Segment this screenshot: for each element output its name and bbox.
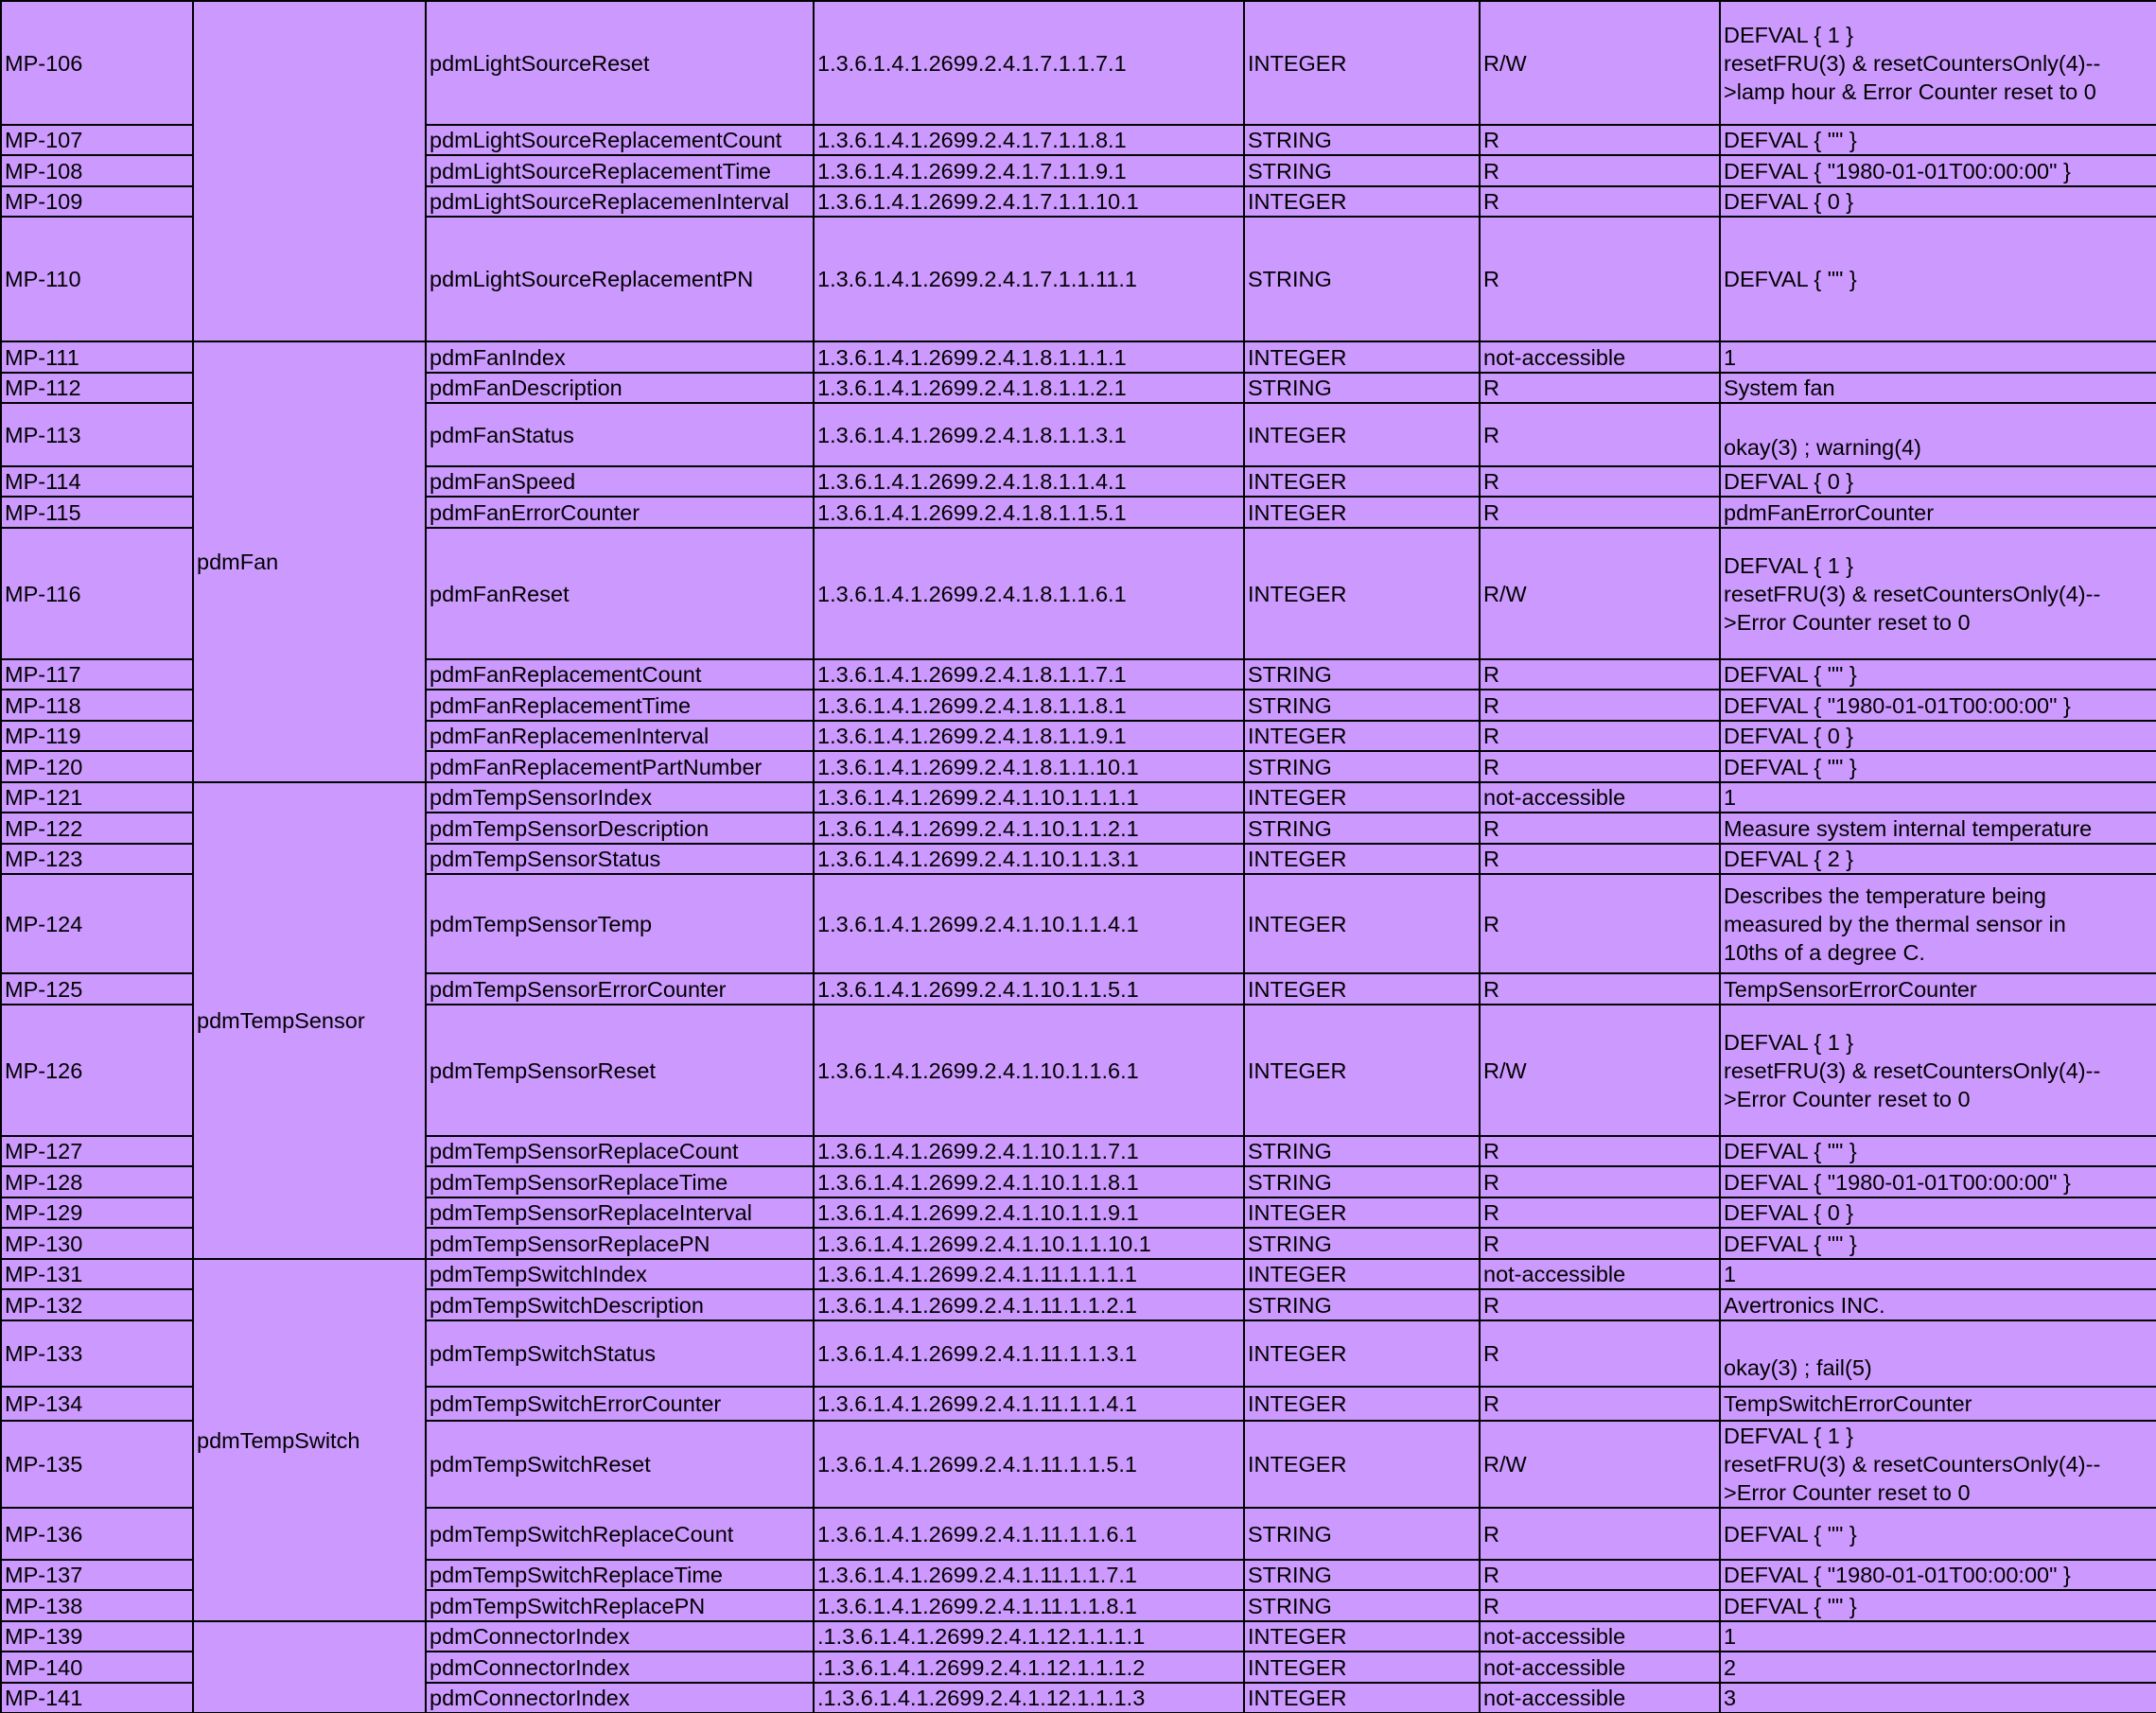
cell-access[interactable]: not-accessible — [1480, 341, 1720, 373]
description-line: okay(3) ; warning(4) — [1724, 435, 1921, 460]
description-line: DEFVAL { "1980-01-01T00:00:00" } — [1724, 1563, 2071, 1587]
description-line: >lamp hour & Error Counter reset to 0 — [1724, 79, 2096, 104]
description-line: DEFVAL { 1 } — [1724, 1424, 1854, 1448]
cell-description[interactable] — [1720, 125, 2156, 155]
description-line: DEFVAL { 2 } — [1724, 847, 1854, 871]
cell-item-id[interactable]: MP-129 — [1, 1197, 193, 1228]
cell-item-id[interactable]: MP-134 — [1, 1387, 193, 1421]
cell-description[interactable] — [1720, 373, 2156, 403]
cell-access[interactable]: R — [1480, 1166, 1720, 1197]
cell-object-name[interactable]: pdmLightSourceReplacemenInterval — [426, 186, 814, 217]
cell-object-name[interactable]: pdmFanDescription — [426, 373, 814, 403]
description-line: >Error Counter reset to 0 — [1724, 1480, 1971, 1505]
cell-object-name[interactable]: pdmTempSensorReplaceCount — [426, 1136, 814, 1166]
cell-description[interactable] — [1720, 1289, 2156, 1320]
cell-oid[interactable]: 1.3.6.1.4.1.2699.2.4.1.11.1.1.6.1 — [814, 1508, 1244, 1560]
cell-object-name[interactable]: pdmTempSensorIndex — [426, 782, 814, 813]
cell-type[interactable]: STRING — [1244, 1289, 1480, 1320]
cell-oid[interactable]: 1.3.6.1.4.1.2699.2.4.1.10.1.1.10.1 — [814, 1228, 1244, 1259]
description-line: okay(3) ; fail(5) — [1724, 1355, 1872, 1380]
cell-description[interactable] — [1720, 1621, 2156, 1652]
cell-item-id[interactable]: MP-117 — [1, 659, 193, 690]
description-line: 10ths of a degree C. — [1724, 939, 1925, 965]
cell-oid[interactable]: 1.3.6.1.4.1.2699.2.4.1.10.1.1.9.1 — [814, 1197, 1244, 1228]
cell-type[interactable]: INTEGER — [1244, 341, 1480, 373]
description-line: resetFRU(3) & resetCountersOnly(4)-- — [1724, 581, 2101, 606]
cell-description[interactable] — [1720, 659, 2156, 690]
cell-oid[interactable]: 1.3.6.1.4.1.2699.2.4.1.7.1.1.10.1 — [814, 186, 1244, 217]
cell-object-name[interactable]: pdmFanSpeed — [426, 466, 814, 497]
cell-type[interactable]: INTEGER — [1244, 1197, 1480, 1228]
cell-object-name[interactable]: pdmTempSensorReplacePN — [426, 1228, 814, 1259]
cell-item-id[interactable]: MP-107 — [1, 125, 193, 155]
cell-object-name[interactable]: pdmConnectorIndex — [426, 1683, 814, 1713]
description-line: DEFVAL { "" } — [1724, 1521, 1857, 1547]
cell-object-name[interactable]: pdmTempSwitchReplacePN — [426, 1590, 814, 1621]
cell-item-id[interactable]: MP-126 — [1, 1005, 193, 1136]
description-line: TempSwitchErrorCounter — [1724, 1391, 1972, 1416]
cell-type[interactable]: STRING — [1244, 1560, 1480, 1590]
cell-object-name[interactable]: pdmLightSourceReset — [426, 1, 814, 125]
cell-type[interactable]: STRING — [1244, 155, 1480, 186]
cell-object-name[interactable]: pdmFanReplacementCount — [426, 659, 814, 690]
cell-access[interactable]: not-accessible — [1480, 1652, 1720, 1683]
cell-item-id[interactable]: MP-111 — [1, 341, 193, 373]
cell-type[interactable]: STRING — [1244, 751, 1480, 782]
cell-description[interactable] — [1720, 813, 2156, 844]
cell-description[interactable] — [1720, 1005, 2156, 1136]
cell-object-name[interactable]: pdmLightSourceReplacementCount — [426, 125, 814, 155]
description-line: resetFRU(3) & resetCountersOnly(4)-- — [1724, 50, 2101, 76]
cell-access[interactable]: R — [1480, 1320, 1720, 1387]
description-line: DEFVAL { "1980-01-01T00:00:00" } — [1724, 1169, 2071, 1195]
cell-item-id[interactable]: MP-114 — [1, 466, 193, 497]
cell-object-name[interactable]: pdmTempSwitchStatus — [426, 1320, 814, 1387]
cell-type[interactable]: STRING — [1244, 690, 1480, 721]
description-line: DEFVAL { "1980-01-01T00:00:00" } — [1724, 158, 2071, 184]
cell-access[interactable]: R — [1480, 659, 1720, 690]
cell-access[interactable]: R — [1480, 1590, 1720, 1621]
cell-group[interactable] — [193, 1621, 426, 1713]
cell-access[interactable]: R — [1480, 1228, 1720, 1259]
cell-item-id[interactable]: MP-138 — [1, 1590, 193, 1621]
cell-type[interactable]: STRING — [1244, 1166, 1480, 1197]
description-line: DEFVAL { "" } — [1724, 1139, 1857, 1163]
cell-object-name[interactable]: pdmTempSensorStatus — [426, 844, 814, 874]
cell-item-id[interactable]: MP-141 — [1, 1683, 193, 1713]
cell-type[interactable]: INTEGER — [1244, 186, 1480, 217]
cell-object-name[interactable]: pdmLightSourceReplacementPN — [426, 217, 814, 341]
cell-access[interactable]: R — [1480, 874, 1720, 973]
description-line: 1 — [1724, 1262, 1737, 1286]
cell-type[interactable]: INTEGER — [1244, 1683, 1480, 1713]
cell-access[interactable]: not-accessible — [1480, 1259, 1720, 1289]
cell-access[interactable]: R/W — [1480, 1421, 1720, 1508]
cell-type[interactable]: STRING — [1244, 373, 1480, 403]
cell-type[interactable]: INTEGER — [1244, 973, 1480, 1005]
cell-description[interactable] — [1720, 721, 2156, 751]
cell-item-id[interactable]: MP-140 — [1, 1652, 193, 1683]
description-line: DEFVAL { "" } — [1724, 267, 1857, 291]
cell-item-id[interactable]: MP-118 — [1, 690, 193, 721]
cell-object-name[interactable]: pdmTempSensorTemp — [426, 874, 814, 973]
cell-group[interactable]: pdmTempSensor — [193, 782, 426, 1259]
cell-type[interactable]: STRING — [1244, 1508, 1480, 1560]
cell-oid[interactable]: 1.3.6.1.4.1.2699.2.4.1.8.1.1.9.1 — [814, 721, 1244, 751]
cell-access[interactable]: R — [1480, 721, 1720, 751]
cell-type[interactable]: INTEGER — [1244, 1621, 1480, 1652]
cell-item-id[interactable]: MP-108 — [1, 155, 193, 186]
cell-access[interactable]: R — [1480, 217, 1720, 341]
description-line: >Error Counter reset to 0 — [1724, 1086, 1971, 1111]
cell-type[interactable]: STRING — [1244, 813, 1480, 844]
cell-access[interactable]: R — [1480, 497, 1720, 528]
cell-item-id[interactable]: MP-139 — [1, 1621, 193, 1652]
cell-type[interactable]: STRING — [1244, 1228, 1480, 1259]
cell-item-id[interactable]: MP-123 — [1, 844, 193, 874]
cell-oid[interactable]: 1.3.6.1.4.1.2699.2.4.1.10.1.1.6.1 — [814, 1005, 1244, 1136]
cell-description[interactable] — [1720, 466, 2156, 497]
cell-item-id[interactable]: MP-119 — [1, 721, 193, 751]
cell-type[interactable]: INTEGER — [1244, 874, 1480, 973]
cell-oid[interactable]: 1.3.6.1.4.1.2699.2.4.1.8.1.1.2.1 — [814, 373, 1244, 403]
cell-oid[interactable]: 1.3.6.1.4.1.2699.2.4.1.10.1.1.4.1 — [814, 874, 1244, 973]
cell-oid[interactable]: .1.3.6.1.4.1.2699.2.4.1.12.1.1.1.3 — [814, 1683, 1244, 1713]
cell-access[interactable]: R — [1480, 1560, 1720, 1590]
cell-item-id[interactable]: MP-115 — [1, 497, 193, 528]
cell-object-name[interactable]: pdmTempSwitchReplaceCount — [426, 1508, 814, 1560]
cell-access[interactable]: R — [1480, 1197, 1720, 1228]
cell-oid[interactable]: 1.3.6.1.4.1.2699.2.4.1.8.1.1.10.1 — [814, 751, 1244, 782]
description-line: 1 — [1724, 785, 1737, 810]
cell-object-name[interactable]: pdmFanIndex — [426, 341, 814, 373]
cell-oid[interactable]: 1.3.6.1.4.1.2699.2.4.1.11.1.1.3.1 — [814, 1320, 1244, 1387]
description-line: pdmFanErrorCounter — [1724, 499, 1935, 525]
description-line: DEFVAL { "" } — [1724, 1593, 1857, 1618]
cell-access[interactable]: not-accessible — [1480, 782, 1720, 813]
cell-object-name[interactable]: pdmConnectorIndex — [426, 1652, 814, 1683]
cell-object-name[interactable]: pdmTempSensorReplaceInterval — [426, 1197, 814, 1228]
cell-type[interactable]: STRING — [1244, 217, 1480, 341]
cell-oid[interactable]: 1.3.6.1.4.1.2699.2.4.1.11.1.1.7.1 — [814, 1560, 1244, 1590]
cell-object-name[interactable]: pdmFanReplacemenInterval — [426, 721, 814, 751]
cell-description[interactable] — [1720, 1, 2156, 125]
description-line: 3 — [1724, 1686, 1737, 1710]
cell-oid[interactable]: 1.3.6.1.4.1.2699.2.4.1.10.1.1.7.1 — [814, 1136, 1244, 1166]
cell-type[interactable]: INTEGER — [1244, 528, 1480, 659]
cell-access[interactable]: R — [1480, 813, 1720, 844]
cell-oid[interactable]: .1.3.6.1.4.1.2699.2.4.1.12.1.1.1.2 — [814, 1652, 1244, 1683]
cell-object-name[interactable]: pdmFanReset — [426, 528, 814, 659]
cell-object-name[interactable]: pdmFanReplacementPartNumber — [426, 751, 814, 782]
cell-access[interactable]: R — [1480, 1508, 1720, 1560]
cell-item-id[interactable]: MP-128 — [1, 1166, 193, 1197]
cell-object-name[interactable]: pdmTempSwitchIndex — [426, 1259, 814, 1289]
cell-item-id[interactable]: MP-124 — [1, 874, 193, 973]
cell-access[interactable]: R — [1480, 403, 1720, 466]
cell-item-id[interactable]: MP-130 — [1, 1228, 193, 1259]
cell-description[interactable] — [1720, 1590, 2156, 1621]
cell-item-id[interactable]: MP-120 — [1, 751, 193, 782]
description-line: TempSensorErrorCounter — [1724, 976, 1977, 1002]
cell-description[interactable] — [1720, 403, 2156, 466]
cell-description[interactable] — [1720, 1166, 2156, 1197]
cell-type[interactable]: STRING — [1244, 1590, 1480, 1621]
cell-access[interactable]: R/W — [1480, 1, 1720, 125]
cell-oid[interactable]: 1.3.6.1.4.1.2699.2.4.1.10.1.1.3.1 — [814, 844, 1244, 874]
table-row — [1, 1, 2156, 125]
cell-type[interactable]: INTEGER — [1244, 1387, 1480, 1421]
cell-object-name[interactable]: pdmLightSourceReplacementTime — [426, 155, 814, 186]
description-line: DEFVAL { 0 } — [1724, 1200, 1854, 1225]
cell-item-id[interactable]: MP-121 — [1, 782, 193, 813]
cell-oid[interactable]: 1.3.6.1.4.1.2699.2.4.1.10.1.1.1.1 — [814, 782, 1244, 813]
cell-oid[interactable]: 1.3.6.1.4.1.2699.2.4.1.10.1.1.2.1 — [814, 813, 1244, 844]
cell-object-name[interactable]: pdmFanErrorCounter — [426, 497, 814, 528]
cell-access[interactable]: R/W — [1480, 528, 1720, 659]
cell-item-id[interactable]: MP-132 — [1, 1289, 193, 1320]
cell-oid[interactable]: 1.3.6.1.4.1.2699.2.4.1.8.1.1.8.1 — [814, 690, 1244, 721]
cell-description[interactable] — [1720, 1508, 2156, 1560]
table-row — [1, 341, 2156, 373]
cell-description[interactable] — [1720, 497, 2156, 528]
cell-type[interactable]: INTEGER — [1244, 466, 1480, 497]
cell-access[interactable]: R — [1480, 373, 1720, 403]
description-line: resetFRU(3) & resetCountersOnly(4)-- — [1724, 1452, 2101, 1477]
cell-object-name[interactable]: pdmTempSwitchReset — [426, 1421, 814, 1508]
cell-item-id[interactable]: MP-125 — [1, 973, 193, 1005]
description-line: DEFVAL { 0 } — [1724, 189, 1854, 214]
cell-oid[interactable]: 1.3.6.1.4.1.2699.2.4.1.11.1.1.5.1 — [814, 1421, 1244, 1508]
cell-description[interactable] — [1720, 155, 2156, 186]
description-line: DEFVAL { 0 } — [1724, 469, 1854, 494]
cell-oid[interactable]: 1.3.6.1.4.1.2699.2.4.1.7.1.1.8.1 — [814, 125, 1244, 155]
cell-object-name[interactable]: pdmConnectorIndex — [426, 1621, 814, 1652]
description-line: Measure system internal temperature — [1724, 815, 2093, 841]
cell-description[interactable] — [1720, 217, 2156, 341]
cell-oid[interactable]: 1.3.6.1.4.1.2699.2.4.1.10.1.1.8.1 — [814, 1166, 1244, 1197]
description-line: Describes the temperature being — [1724, 883, 2046, 908]
cell-description[interactable] — [1720, 973, 2156, 1005]
table-row — [1, 1259, 2156, 1289]
cell-object-name[interactable]: pdmFanStatus — [426, 403, 814, 466]
cell-description[interactable] — [1720, 341, 2156, 373]
cell-object-name[interactable]: pdmTempSensorDescription — [426, 813, 814, 844]
cell-description[interactable] — [1720, 782, 2156, 813]
cell-description[interactable] — [1720, 1683, 2156, 1713]
cell-oid[interactable]: 1.3.6.1.4.1.2699.2.4.1.8.1.1.3.1 — [814, 403, 1244, 466]
cell-oid[interactable]: 1.3.6.1.4.1.2699.2.4.1.8.1.1.5.1 — [814, 497, 1244, 528]
cell-item-id[interactable]: MP-137 — [1, 1560, 193, 1590]
cell-oid[interactable]: 1.3.6.1.4.1.2699.2.4.1.7.1.1.11.1 — [814, 217, 1244, 341]
description-line: DEFVAL { 1 } — [1724, 1029, 1854, 1055]
cell-object-name[interactable]: pdmTempSwitchErrorCounter — [426, 1387, 814, 1421]
cell-description[interactable] — [1720, 690, 2156, 721]
cell-oid[interactable]: 1.3.6.1.4.1.2699.2.4.1.11.1.1.2.1 — [814, 1289, 1244, 1320]
cell-group[interactable]: pdmFan — [193, 341, 426, 782]
description-line: DEFVAL { "" } — [1724, 128, 1857, 152]
description-line: 1 — [1724, 1624, 1737, 1649]
cell-type[interactable]: INTEGER — [1244, 721, 1480, 751]
table-row — [1, 1621, 2156, 1652]
cell-access[interactable]: R — [1480, 466, 1720, 497]
description-line: DEFVAL { 1 } — [1724, 552, 1854, 578]
cell-item-id[interactable]: MP-133 — [1, 1320, 193, 1387]
cell-item-id[interactable]: MP-113 — [1, 403, 193, 466]
cell-access[interactable]: R — [1480, 973, 1720, 1005]
cell-access[interactable]: R — [1480, 844, 1720, 874]
cell-type[interactable]: INTEGER — [1244, 1259, 1480, 1289]
cell-oid[interactable]: 1.3.6.1.4.1.2699.2.4.1.8.1.1.4.1 — [814, 466, 1244, 497]
table-body — [1, 1, 2156, 1713]
cell-item-id[interactable]: MP-136 — [1, 1508, 193, 1560]
cell-group[interactable] — [193, 1, 426, 341]
cell-description[interactable] — [1720, 751, 2156, 782]
cell-object-name[interactable]: pdmTempSwitchDescription — [426, 1289, 814, 1320]
cell-item-id[interactable]: MP-135 — [1, 1421, 193, 1508]
cell-description[interactable] — [1720, 186, 2156, 217]
description-line: System fan — [1724, 376, 1835, 400]
cell-access[interactable]: R — [1480, 125, 1720, 155]
cell-type[interactable]: INTEGER — [1244, 1320, 1480, 1387]
cell-oid[interactable]: 1.3.6.1.4.1.2699.2.4.1.8.1.1.6.1 — [814, 528, 1244, 659]
cell-description[interactable] — [1720, 1136, 2156, 1166]
cell-access[interactable]: R — [1480, 1289, 1720, 1320]
cell-description[interactable] — [1720, 1560, 2156, 1590]
description-line: DEFVAL { "" } — [1724, 662, 1857, 687]
cell-item-id[interactable]: MP-109 — [1, 186, 193, 217]
cell-oid[interactable]: 1.3.6.1.4.1.2699.2.4.1.11.1.1.1.1 — [814, 1259, 1244, 1289]
description-line: resetFRU(3) & resetCountersOnly(4)-- — [1724, 1058, 2101, 1083]
cell-description[interactable] — [1720, 1320, 2156, 1387]
description-line: DEFVAL { "" } — [1724, 1231, 1857, 1256]
cell-description[interactable] — [1720, 844, 2156, 874]
cell-type[interactable]: STRING — [1244, 659, 1480, 690]
description-line: Avertronics INC. — [1724, 1292, 1885, 1318]
cell-access[interactable]: R — [1480, 186, 1720, 217]
cell-oid[interactable]: 1.3.6.1.4.1.2699.2.4.1.7.1.1.9.1 — [814, 155, 1244, 186]
cell-oid[interactable]: 1.3.6.1.4.1.2699.2.4.1.11.1.1.8.1 — [814, 1590, 1244, 1621]
description-line: 2 — [1724, 1654, 1737, 1680]
cell-access[interactable]: not-accessible — [1480, 1621, 1720, 1652]
cell-oid[interactable]: 1.3.6.1.4.1.2699.2.4.1.7.1.1.7.1 — [814, 1, 1244, 125]
description-line: DEFVAL { "1980-01-01T00:00:00" } — [1724, 692, 2071, 718]
cell-oid[interactable]: 1.3.6.1.4.1.2699.2.4.1.8.1.1.1.1 — [814, 341, 1244, 373]
cell-description[interactable] — [1720, 1259, 2156, 1289]
cell-item-id[interactable]: MP-122 — [1, 813, 193, 844]
description-line: measured by the thermal sensor in — [1724, 911, 2066, 936]
cell-access[interactable]: R — [1480, 690, 1720, 721]
cell-group[interactable]: pdmTempSwitch — [193, 1259, 426, 1621]
cell-type[interactable]: INTEGER — [1244, 1, 1480, 125]
cell-access[interactable]: R — [1480, 751, 1720, 782]
cell-type[interactable]: INTEGER — [1244, 403, 1480, 466]
cell-object-name[interactable]: pdmTempSensorReplaceTime — [426, 1166, 814, 1197]
cell-access[interactable]: R — [1480, 155, 1720, 186]
cell-description[interactable] — [1720, 1197, 2156, 1228]
cell-type[interactable]: STRING — [1244, 1136, 1480, 1166]
cell-object-name[interactable]: pdmTempSensorErrorCounter — [426, 973, 814, 1005]
description-line: DEFVAL { "" } — [1724, 754, 1857, 779]
cell-description[interactable] — [1720, 874, 2156, 973]
cell-object-name[interactable]: pdmTempSwitchReplaceTime — [426, 1560, 814, 1590]
cell-type[interactable]: INTEGER — [1244, 844, 1480, 874]
cell-type[interactable]: STRING — [1244, 125, 1480, 155]
cell-item-id[interactable]: MP-131 — [1, 1259, 193, 1289]
cell-object-name[interactable]: pdmTempSensorReset — [426, 1005, 814, 1136]
cell-item-id[interactable]: MP-112 — [1, 373, 193, 403]
description-line: DEFVAL { 1 } — [1724, 22, 1854, 47]
description-line: 1 — [1724, 344, 1737, 370]
cell-type[interactable]: INTEGER — [1244, 782, 1480, 813]
cell-oid[interactable]: 1.3.6.1.4.1.2699.2.4.1.8.1.1.7.1 — [814, 659, 1244, 690]
cell-description[interactable] — [1720, 1228, 2156, 1259]
cell-type[interactable]: INTEGER — [1244, 1421, 1480, 1508]
cell-item-id[interactable]: MP-127 — [1, 1136, 193, 1166]
cell-type[interactable]: INTEGER — [1244, 497, 1480, 528]
cell-oid[interactable]: 1.3.6.1.4.1.2699.2.4.1.10.1.1.5.1 — [814, 973, 1244, 1005]
table-row — [1, 782, 2156, 813]
cell-item-id[interactable]: MP-110 — [1, 217, 193, 341]
cell-access[interactable]: R — [1480, 1136, 1720, 1166]
cell-access[interactable]: R — [1480, 1387, 1720, 1421]
cell-description[interactable] — [1720, 528, 2156, 659]
cell-object-name[interactable]: pdmFanReplacementTime — [426, 690, 814, 721]
cell-item-id[interactable]: MP-106 — [1, 1, 193, 125]
cell-item-id[interactable]: MP-116 — [1, 528, 193, 659]
cell-access[interactable]: not-accessible — [1480, 1683, 1720, 1713]
cell-type[interactable]: INTEGER — [1244, 1005, 1480, 1136]
cell-oid[interactable]: .1.3.6.1.4.1.2699.2.4.1.12.1.1.1.1 — [814, 1621, 1244, 1652]
cell-oid[interactable]: 1.3.6.1.4.1.2699.2.4.1.11.1.1.4.1 — [814, 1387, 1244, 1421]
cell-description[interactable] — [1720, 1652, 2156, 1683]
cell-access[interactable]: R/W — [1480, 1005, 1720, 1136]
description-line: DEFVAL { 0 } — [1724, 724, 1854, 748]
description-line: >Error Counter reset to 0 — [1724, 609, 1971, 635]
cell-description[interactable] — [1720, 1421, 2156, 1508]
cell-description[interactable] — [1720, 1387, 2156, 1421]
cell-type[interactable]: INTEGER — [1244, 1652, 1480, 1683]
